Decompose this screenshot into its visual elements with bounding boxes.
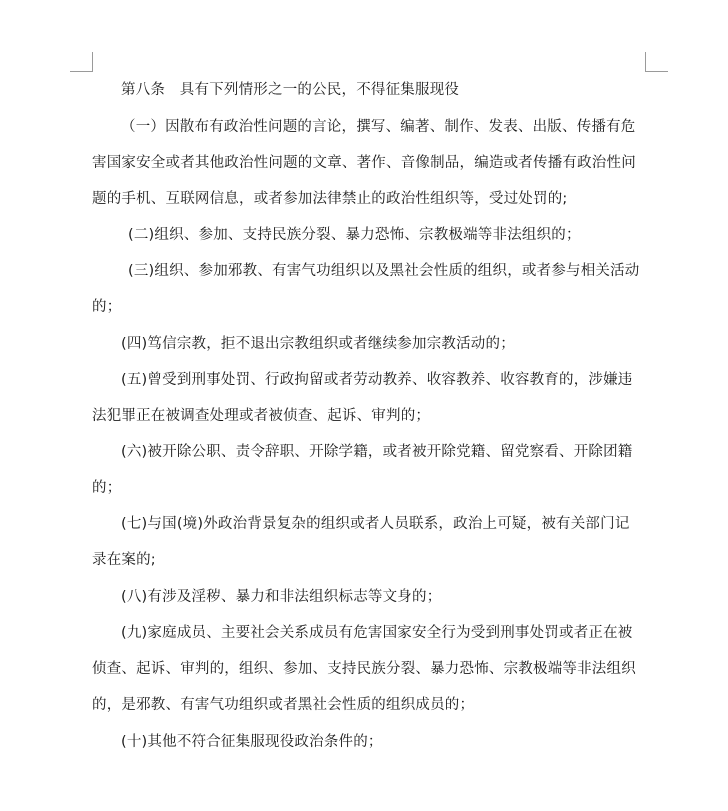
paragraph-line: 的； [92,480,122,496]
paragraph-line: (二)组织、参加、支持民族分裂、暴力恐怖、宗教极端等非法组织的； [128,227,581,243]
paragraph-line: (八)有涉及淫秽、暴力和非法组织标志等文身的； [121,589,442,605]
paragraph-line: (十)其他不符合征集服现役政治条件的； [121,734,383,750]
paragraph-line: （一）因散布有政治性问题的言论，撰写、编著、制作、发表、出版、传播有危 [121,119,636,135]
paragraph-line: 法犯罪正在被调查处理或者被侦查、起诉、审判的； [92,408,431,424]
paragraph-line: 侦查、起诉、审判的，组织、参加、支持民族分裂、暴力恐怖、宗教极端等非法组织 [92,661,636,677]
paragraph-line: 的； [92,299,122,315]
paragraph-line: 录在案的; [92,552,156,568]
paragraph-line: (七)与国(境)外政治背景复杂的组织或者人员联系，政治上可疑，被有关部门记 [121,516,630,532]
paragraph-line: 题的手机、互联网信息，或者参加法律禁止的政治性组织等，受过处罚的; [92,191,568,207]
paragraph-line: (六)被开除公职、责令辞职、开除学籍，或者被开除党籍、留党察看、开除团籍 [121,444,633,460]
article-heading: 第八条 具有下列情形之一的公民，不得征集服现役 [121,82,460,98]
paragraph-line: (五)曾受到刑事处罚、行政拘留或者劳动教养、收容教养、收容教育的，涉嫌违 [121,372,633,388]
paragraph-line: (四)笃信宗教，拒不退出宗教组织或者继续参加宗教活动的； [121,336,515,352]
paragraph-line: 害国家安全或者其他政治性问题的文章、著作、音像制品，编造或者传播有政治性问 [92,155,636,171]
paragraph-line: 的，是邪教、有害气功组织或者黑社会性质的组织成员的； [92,697,475,713]
paragraph-line: (三)组织、参加邪教、有害气功组织以及黑社会性质的组织，或者参与相关活动 [128,263,640,279]
paragraph-line: (九)家庭成员、主要社会关系成员有危害国家安全行为受到刑事处罚或者正在被 [121,625,633,641]
